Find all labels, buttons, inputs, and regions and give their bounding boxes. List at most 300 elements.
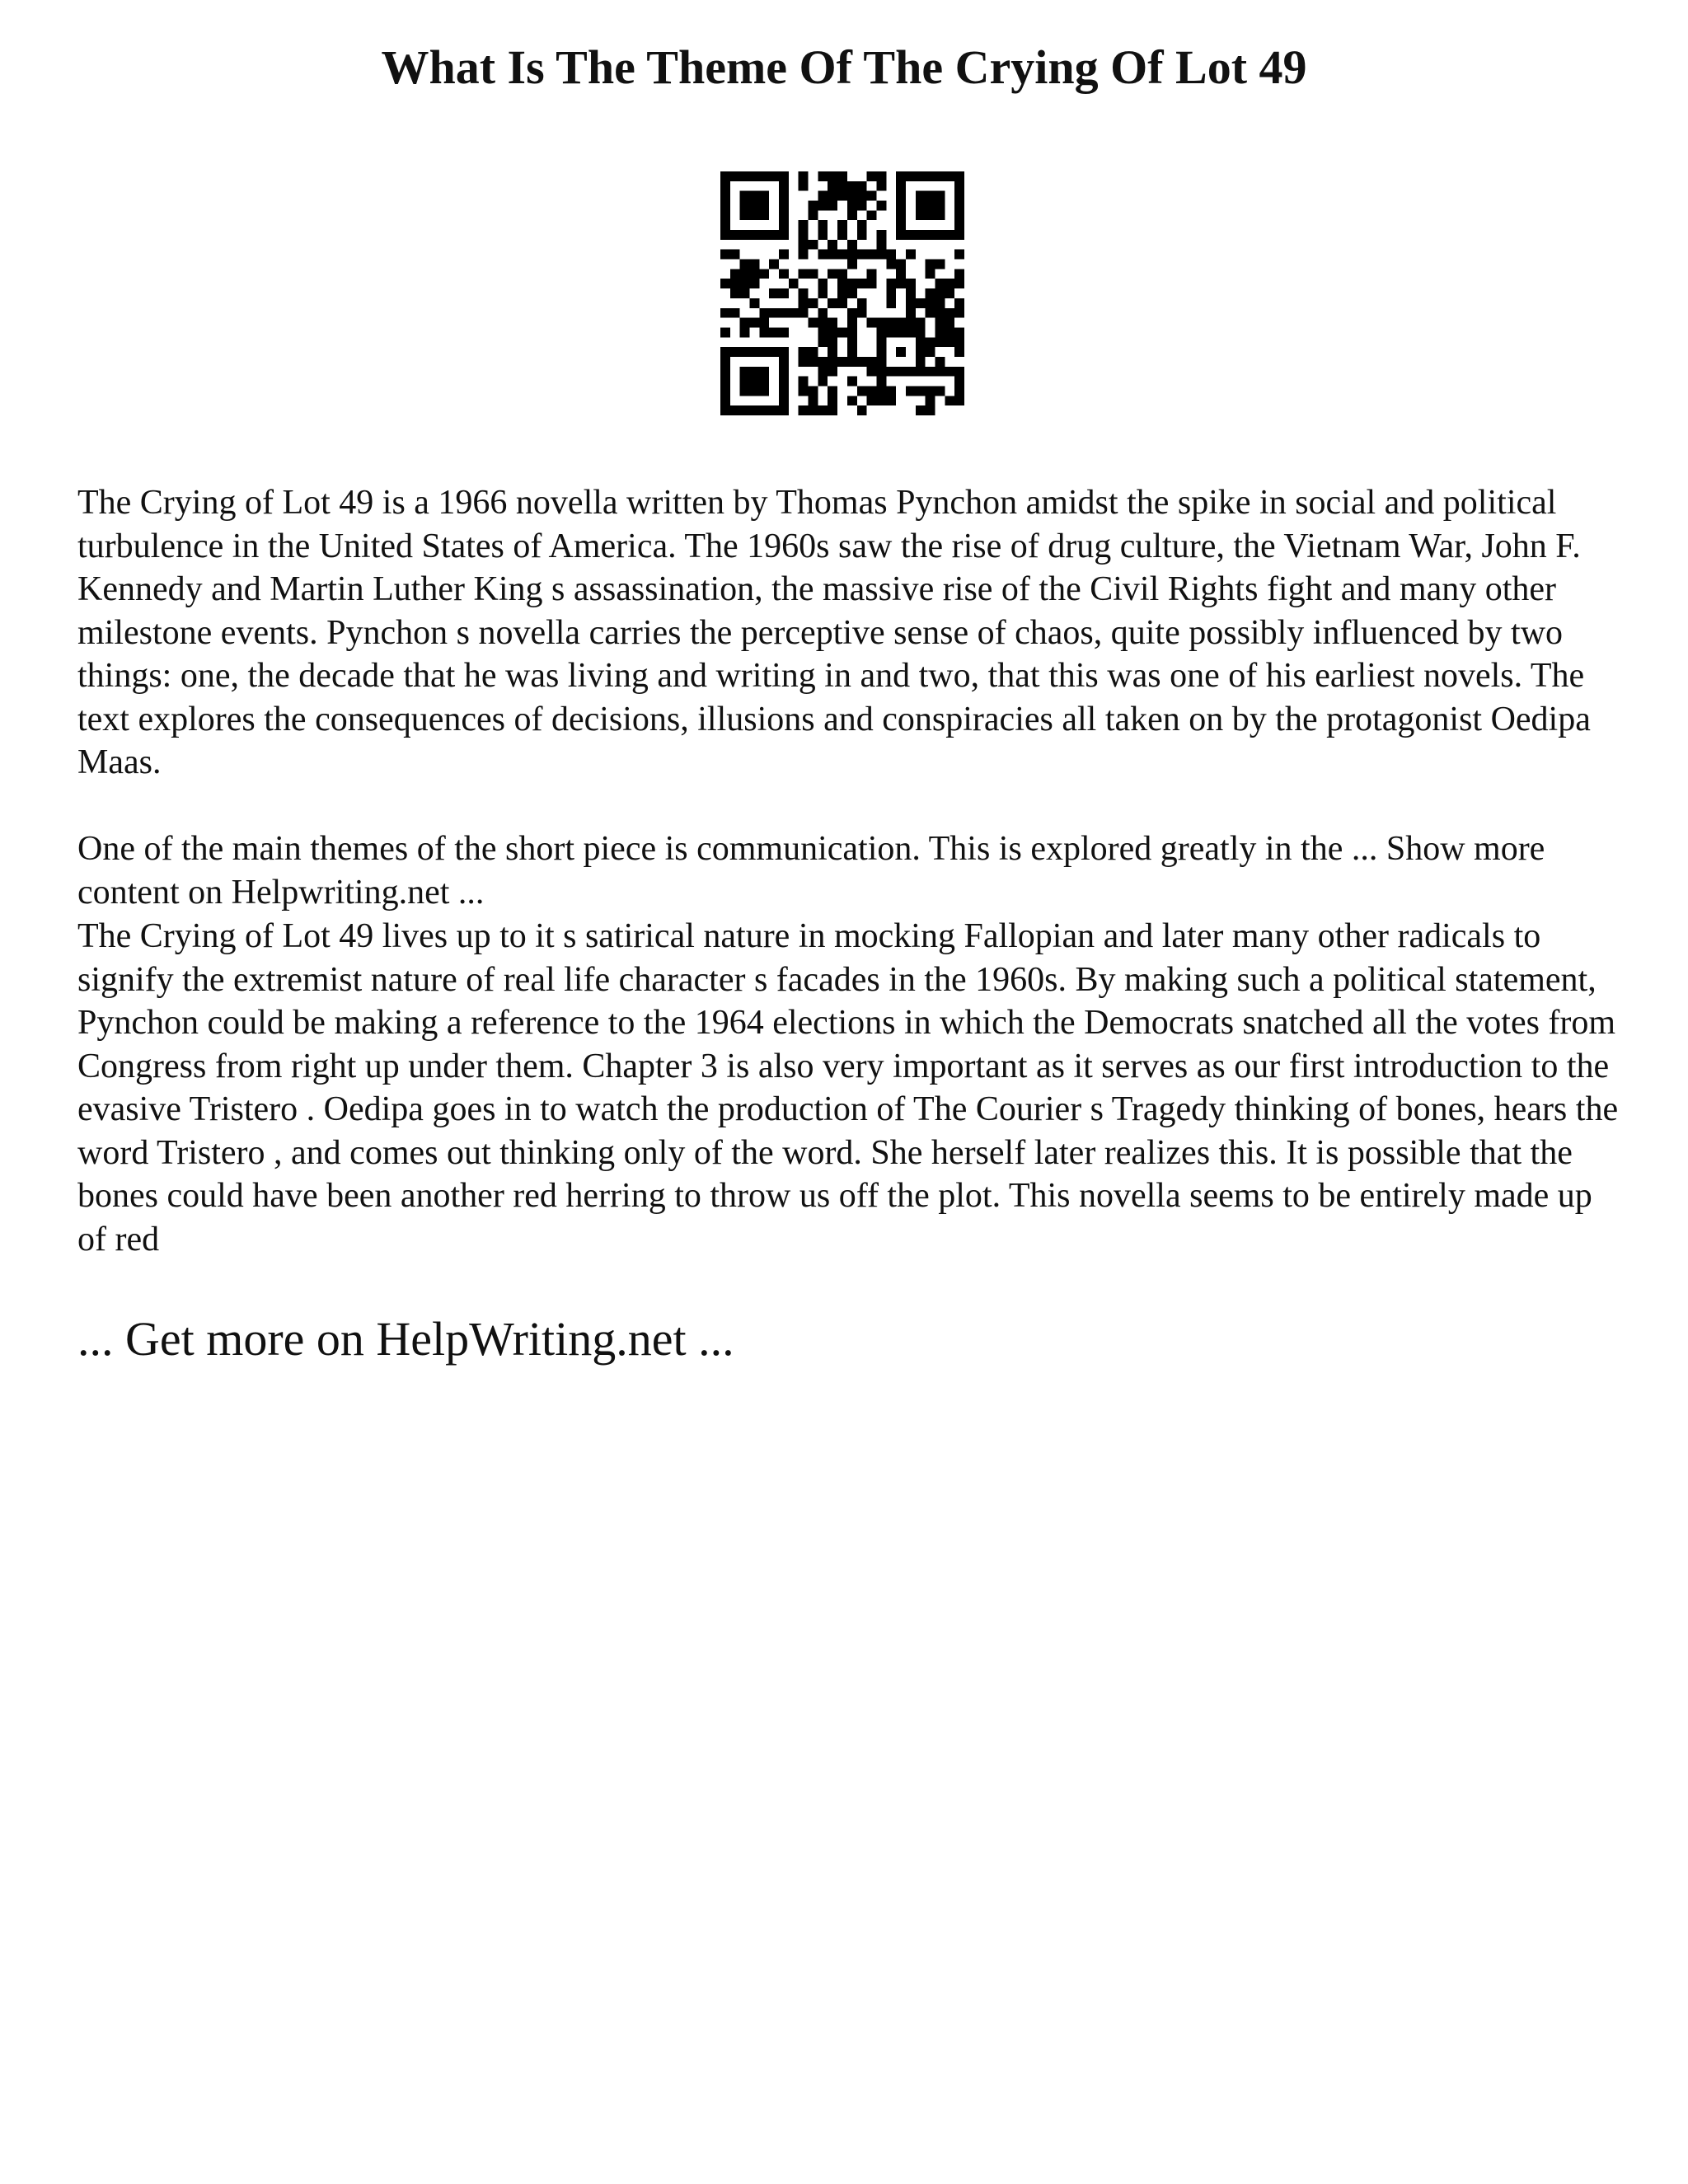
qr-module [837, 181, 847, 191]
qr-module [906, 250, 916, 260]
qr-module [926, 171, 935, 181]
qr-module [759, 230, 769, 240]
qr-module [876, 327, 886, 337]
qr-module [837, 191, 847, 201]
qr-module [799, 171, 809, 181]
qr-module [876, 337, 886, 347]
qr-module [759, 191, 769, 201]
qr-module [740, 318, 750, 328]
qr-module [876, 318, 886, 328]
qr-module [759, 210, 769, 220]
qr-module [818, 327, 828, 337]
qr-module [896, 347, 906, 357]
qr-module [945, 337, 954, 347]
qr-module [896, 367, 906, 377]
qr-module [847, 240, 857, 250]
qr-module [720, 250, 730, 260]
qr-module [750, 298, 760, 308]
qr-module [769, 327, 779, 337]
paragraph-themes: One of the main themes of the short piece is communication. This is explored greatly in the ... Show more content on Helpwriting.net ... [77, 830, 1545, 912]
qr-module [876, 347, 886, 357]
qr-module [779, 250, 789, 260]
qr-module [837, 357, 847, 367]
qr-module [740, 230, 750, 240]
qr-module [828, 396, 837, 405]
qr-module [779, 171, 789, 181]
qr-module [828, 386, 837, 396]
qr-module [867, 396, 877, 405]
qr-module [847, 191, 857, 201]
qr-module [720, 367, 730, 377]
qr-module [954, 377, 964, 387]
qr-module [769, 405, 779, 415]
qr-module [759, 405, 769, 415]
qr-module [935, 308, 945, 318]
qr-module [857, 357, 867, 367]
qr-module [818, 191, 828, 201]
qr-module [720, 210, 730, 220]
qr-module [886, 250, 896, 260]
qr-module [945, 171, 954, 181]
qr-module [847, 357, 857, 367]
qr-module [886, 298, 896, 308]
qr-module [876, 357, 886, 367]
qr-module [906, 230, 916, 240]
qr-module [769, 288, 779, 298]
qr-module [779, 181, 789, 191]
qr-module [759, 347, 769, 357]
qr-module [720, 396, 730, 405]
qr-module [837, 298, 847, 308]
qr-module [809, 318, 818, 328]
qr-module [720, 201, 730, 211]
qr-module [818, 230, 828, 240]
qr-module [857, 298, 867, 308]
qr-module [740, 405, 750, 415]
qr-module [740, 269, 750, 279]
qr-module [847, 288, 857, 298]
qr-module [847, 181, 857, 191]
qr-module [916, 357, 926, 367]
qr-module [779, 308, 789, 318]
qr-module [916, 405, 926, 415]
qr-module [828, 337, 837, 347]
paragraph-intro: The Crying of Lot 49 is a 1966 novella written by Thomas Pynchon amidst the spike in social and political turbulence in the United States of America. The 1960s saw the rise of drug culture, the Vietnam War, John F. Kennedy and Martin Luther King s assassination, the massive rise of the Civil Rights fight and many other milestone events. Pynchon s novella carries the perceptive sense of chaos, quite possibly influenced by two things: one, the decade that he was living and writing in and two, that this was one of his earliest novels. The text explores the consequences of decisions, illusions and conspiracies all taken on by the protagonist Oedipa Maas. [77, 484, 1591, 781]
qr-module [916, 367, 926, 377]
qr-module [750, 269, 760, 279]
qr-module [896, 201, 906, 211]
qr-module [750, 347, 760, 357]
qr-module [935, 298, 945, 308]
qr-module [935, 386, 945, 396]
qr-module [886, 279, 896, 288]
qr-module [954, 201, 964, 211]
qr-module [876, 386, 886, 396]
qr-module [779, 327, 789, 337]
qr-module [818, 171, 828, 181]
qr-module [828, 201, 837, 211]
qr-module [837, 269, 847, 279]
qr-module [926, 210, 935, 220]
qr-module [876, 230, 886, 240]
qr-module [867, 357, 877, 367]
qr-module [759, 171, 769, 181]
qr-module [847, 337, 857, 347]
qr-module [759, 367, 769, 377]
qr-module [750, 171, 760, 181]
qr-module [740, 210, 750, 220]
qr-module [759, 377, 769, 387]
qr-module [779, 367, 789, 377]
qr-module [809, 386, 818, 396]
qr-module [730, 230, 740, 240]
qr-module [740, 386, 750, 396]
qr-module [847, 201, 857, 211]
qr-module [857, 386, 867, 396]
qr-module [935, 191, 945, 201]
qr-module [750, 201, 760, 211]
qr-module [740, 260, 750, 269]
qr-module [837, 230, 847, 240]
qr-module [916, 201, 926, 211]
qr-module [818, 357, 828, 367]
qr-module [916, 230, 926, 240]
qr-module [720, 405, 730, 415]
qr-module [740, 201, 750, 211]
page-title: What Is The Theme Of The Crying Of Lot 49 [381, 40, 1307, 94]
qr-module [847, 279, 857, 288]
qr-module [799, 405, 809, 415]
qr-module [876, 367, 886, 377]
qr-module [954, 220, 964, 230]
qr-module [926, 386, 935, 396]
qr-module [876, 201, 886, 211]
qr-module [935, 367, 945, 377]
qr-module [954, 279, 964, 288]
qr-module [730, 269, 740, 279]
qr-module [730, 288, 740, 298]
qr-module [828, 298, 837, 308]
qr-module [750, 377, 760, 387]
paragraph-satire: The Crying of Lot 49 lives up to it s satirical nature in mocking Fallopian and later many other radicals to signify the extremist nature of real life character s facades in the 1960s. By making such a political statement, Pynchon could be making a reference to the 1964 elections in which the Democrats snatched all the votes from Congress from right up under them. Chapter 3 is also very important as it serves as our first introduction to the evasive Tristero . Oedipa goes in to watch the production of The Courier s Tragedy thinking of bones, hears the word Tristero , and comes out thinking only of the word. She herself later realizes this. It is possible that the bones could have been another red herring to throw us off the plot. This novella seems to be entirely made up of red [77, 917, 1619, 1258]
qr-module [759, 327, 769, 337]
qr-module [809, 269, 818, 279]
qr-module [867, 279, 877, 288]
qr-module [926, 308, 935, 318]
qr-module [847, 250, 857, 260]
qr-module [857, 181, 867, 191]
qr-module [945, 367, 954, 377]
qr-module [809, 357, 818, 367]
qr-module [945, 308, 954, 318]
qr-module [945, 327, 954, 337]
qr-module [720, 279, 730, 288]
qr-module [857, 405, 867, 415]
qr-module [837, 288, 847, 298]
qr-module [818, 318, 828, 328]
qr-module [857, 230, 867, 240]
qr-module [945, 396, 954, 405]
qr-module [954, 308, 964, 318]
qr-module [837, 279, 847, 288]
qr-module [867, 367, 877, 377]
qr-module [916, 386, 926, 396]
qr-module [906, 308, 916, 318]
qr-module [779, 230, 789, 240]
qr-module [896, 260, 906, 269]
qr-module [828, 367, 837, 377]
qr-module [730, 171, 740, 181]
qr-module [847, 308, 857, 318]
qr-module [740, 279, 750, 288]
qr-module [954, 367, 964, 377]
qr-module [779, 386, 789, 396]
qr-module [916, 171, 926, 181]
qr-module [828, 250, 837, 260]
qr-module [906, 298, 916, 308]
qr-module [720, 171, 730, 181]
qr-module [809, 347, 818, 357]
qr-module [886, 396, 896, 405]
qr-module [896, 279, 906, 288]
qr-module [916, 210, 926, 220]
qr-module [926, 288, 935, 298]
qr-module [876, 181, 886, 191]
qr-module [730, 405, 740, 415]
qr-module [740, 377, 750, 387]
get-more-link[interactable]: ... Get more on HelpWriting.net ... [77, 1312, 734, 1366]
qr-module [759, 318, 769, 328]
qr-module [809, 405, 818, 415]
qr-module [799, 298, 809, 308]
qr-module [809, 201, 818, 211]
qr-module [720, 377, 730, 387]
qr-module [769, 171, 779, 181]
qr-module [926, 230, 935, 240]
qr-module [916, 337, 926, 347]
qr-module [954, 181, 964, 191]
qr-module [954, 191, 964, 201]
qr-module [935, 318, 945, 328]
qr-module [906, 386, 916, 396]
qr-module [740, 327, 750, 337]
qr-module [720, 347, 730, 357]
qr-module [799, 386, 809, 396]
qr-module [750, 386, 760, 396]
qr-module [896, 181, 906, 191]
qr-module [896, 220, 906, 230]
qr-module [945, 288, 954, 298]
qr-module [916, 318, 926, 328]
qr-module [750, 260, 760, 269]
qr-module [769, 308, 779, 318]
qr-module [730, 347, 740, 357]
qr-module [896, 210, 906, 220]
qr-module [935, 327, 945, 337]
qr-module [779, 191, 789, 201]
qr-module [926, 269, 935, 279]
qr-module [926, 337, 935, 347]
qr-module [750, 279, 760, 288]
qr-module [750, 318, 760, 328]
qr-module [857, 201, 867, 211]
qr-module [906, 318, 916, 328]
qr-module [867, 269, 877, 279]
qr-module [818, 288, 828, 298]
qr-module [828, 171, 837, 181]
qr-module [828, 357, 837, 367]
qr-module [789, 308, 799, 318]
qr-module [818, 377, 828, 387]
qr-module [837, 171, 847, 181]
qr-module [799, 347, 809, 357]
qr-module [876, 377, 886, 387]
qr-module [799, 357, 809, 367]
qr-module [818, 279, 828, 288]
qr-module [809, 240, 818, 250]
qr-module [954, 298, 964, 308]
qr-module [847, 260, 857, 269]
qr-module [779, 405, 789, 415]
qr-module [857, 279, 867, 288]
qr-module [799, 230, 809, 240]
qr-module [828, 327, 837, 337]
qr-module [886, 367, 896, 377]
qr-module [759, 308, 769, 318]
qr-module [837, 327, 847, 337]
qr-module [867, 250, 877, 260]
qr-module [867, 318, 877, 328]
qr-module [867, 191, 877, 201]
qr-module [886, 288, 896, 298]
qr-module [828, 191, 837, 201]
qr-module [779, 377, 789, 387]
qr-module [847, 318, 857, 328]
qr-module [926, 396, 935, 405]
qr-module [935, 260, 945, 269]
qr-module [945, 318, 954, 328]
qr-module [818, 220, 828, 230]
qr-module [799, 288, 809, 298]
qr-module [857, 191, 867, 201]
qr-module [799, 377, 809, 387]
qr-module [828, 240, 837, 250]
qr-module [935, 230, 945, 240]
qr-module [720, 230, 730, 240]
qr-module [720, 386, 730, 396]
qr-module [847, 396, 857, 405]
qr-module [906, 367, 916, 377]
qr-module [828, 347, 837, 357]
qr-module [857, 250, 867, 260]
qr-module [906, 171, 916, 181]
qr-module [876, 240, 886, 250]
qr-module [828, 269, 837, 279]
qr-module [759, 269, 769, 279]
qr-module [750, 191, 760, 201]
qr-module [896, 269, 906, 279]
qr-module [935, 171, 945, 181]
qr-module [740, 288, 750, 298]
qr-module [740, 191, 750, 201]
qr-module [935, 201, 945, 211]
qr-module [720, 191, 730, 201]
qr-module [818, 337, 828, 347]
qr-module [779, 396, 789, 405]
qr-module [935, 357, 945, 367]
qr-module [789, 279, 799, 288]
qr-module [837, 220, 847, 230]
qr-module [730, 279, 740, 288]
qr-module [740, 171, 750, 181]
qr-module [954, 210, 964, 220]
qr-module [886, 318, 896, 328]
qr-module [769, 230, 779, 240]
qr-module [799, 250, 809, 260]
qr-module [867, 210, 877, 220]
qr-module [720, 327, 730, 337]
qr-module [906, 327, 916, 337]
qr-module [809, 396, 818, 405]
qr-module [926, 405, 935, 415]
qr-module [916, 298, 926, 308]
qr-module [720, 220, 730, 230]
qr-module [935, 279, 945, 288]
qr-module [876, 250, 886, 260]
qr-module [799, 181, 809, 191]
qr-module [740, 367, 750, 377]
qr-module [847, 327, 857, 337]
qr-module [809, 298, 818, 308]
qr-module [847, 377, 857, 387]
qr-module [926, 367, 935, 377]
qr-module [906, 279, 916, 288]
qr-module [896, 191, 906, 201]
qr-module [769, 260, 779, 269]
qr-module [857, 308, 867, 318]
qr-module [926, 347, 935, 357]
qr-module [954, 396, 964, 405]
qr-module [779, 269, 789, 279]
qr-module [896, 318, 906, 328]
qr-module [809, 210, 818, 220]
qr-module [818, 201, 828, 211]
qr-module [886, 327, 896, 337]
qr-code [720, 171, 964, 415]
qr-module [954, 347, 964, 357]
qr-module [828, 181, 837, 191]
qr-module [779, 220, 789, 230]
qr-module [935, 288, 945, 298]
qr-module [926, 201, 935, 211]
qr-module [906, 288, 916, 298]
qr-module [720, 308, 730, 318]
qr-module [886, 260, 896, 269]
qr-module [818, 405, 828, 415]
qr-module [954, 327, 964, 337]
qr-module [779, 288, 789, 298]
qr-module [896, 327, 906, 337]
qr-module [720, 357, 730, 367]
qr-module [720, 181, 730, 191]
qr-module [926, 260, 935, 269]
qr-module [779, 347, 789, 357]
qr-module [779, 357, 789, 367]
qr-module [750, 405, 760, 415]
qr-module [886, 386, 896, 396]
qr-module [916, 347, 926, 357]
qr-module [916, 191, 926, 201]
